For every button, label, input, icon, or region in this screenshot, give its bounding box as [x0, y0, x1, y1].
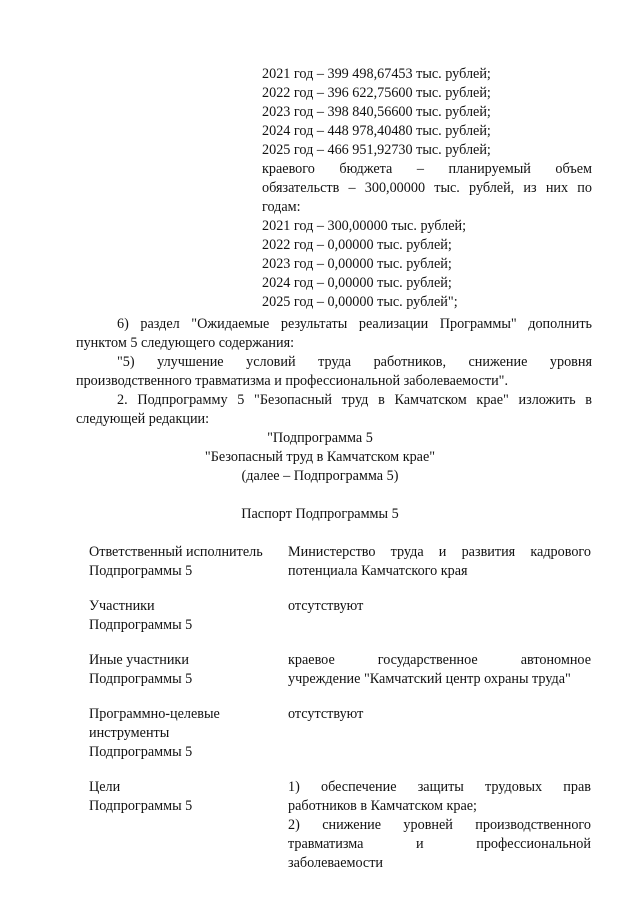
- tools-label-line-1: Программно-целевые: [89, 706, 220, 722]
- regional-year-2022: 2022 год – 0,00000 тыс. рублей;: [262, 237, 452, 253]
- goal2-line-1: 2) снижение уровней производственного: [288, 817, 591, 833]
- regional-budget-line-1: краевого бюджета – планируемый объем: [262, 161, 592, 177]
- funding-year-2024: 2024 год – 448 978,40480 тыс. рублей;: [262, 123, 491, 139]
- goal1-line-2: работников в Камчатском крае;: [288, 798, 477, 814]
- regional-year-2023: 2023 год – 0,00000 тыс. рублей;: [262, 256, 452, 272]
- funding-year-2022: 2022 год – 396 622,75600 тыс. рублей;: [262, 85, 491, 101]
- goal2-line-3: заболеваемости: [288, 855, 384, 871]
- funding-year-2025: 2025 год – 466 951,92730 тыс. рублей;: [262, 142, 491, 158]
- executor-label-line-1: Ответственный исполнитель: [89, 544, 263, 560]
- executor-label-line-2: Подпрограммы 5: [89, 563, 193, 579]
- goals-label-line-2: Подпрограммы 5: [89, 798, 193, 814]
- passport-title: Паспорт Подпрограммы 5: [241, 506, 399, 522]
- regional-budget-line-3: годам:: [262, 199, 301, 215]
- subprogram-heading-line-1: "Подпрограмма 5: [267, 430, 373, 446]
- tools-label-line-3: Подпрограммы 5: [89, 744, 193, 760]
- other-value-line-1: краевое государственное автономное: [288, 652, 591, 668]
- tools-value: отсутствуют: [288, 706, 364, 722]
- item6-line-4: производственного травматизма и профессиональной заболеваемости".: [76, 373, 509, 389]
- regional-year-2024: 2024 год – 0,00000 тыс. рублей;: [262, 275, 452, 291]
- regional-year-2025: 2025 год – 0,00000 тыс. рублей";: [262, 294, 458, 310]
- item6-line-1: 6) раздел "Ожидаемые результаты реализации Программы" дополнить: [117, 316, 592, 332]
- item2-line-2: следующей редакции:: [76, 411, 210, 427]
- goal1-line-1: 1) обеспечение защиты трудовых прав: [288, 779, 591, 795]
- item6-line-2: пунктом 5 следующего содержания:: [76, 335, 295, 351]
- item2-line-1: 2. Подпрограмму 5 "Безопасный труд в Камчатском крае" изложить в: [117, 392, 592, 408]
- other-label-line-2: Подпрограммы 5: [89, 671, 193, 687]
- participants-label-line-1: Участники: [89, 598, 155, 614]
- goals-label-line-1: Цели: [89, 779, 121, 795]
- subprogram-heading-line-2: "Безопасный труд в Камчатском крае": [204, 449, 436, 465]
- participants-label-line-2: Подпрограммы 5: [89, 617, 193, 633]
- other-label-line-1: Иные участники: [89, 652, 189, 668]
- goal2-line-2: травматизма и профессиональной: [288, 836, 591, 852]
- tools-label-line-2: инструменты: [89, 725, 170, 741]
- funding-year-2023: 2023 год – 398 840,56600 тыс. рублей;: [262, 104, 491, 120]
- subprogram-heading-line-3: (далее – Подпрограмма 5): [241, 468, 399, 484]
- other-value-line-2: учреждение "Камчатский центр охраны труда": [288, 671, 571, 687]
- regional-year-2021: 2021 год – 300,00000 тыс. рублей;: [262, 218, 467, 234]
- executor-value-line-2: потенциала Камчатского края: [288, 563, 468, 579]
- funding-year-2021: 2021 год – 399 498,67453 тыс. рублей;: [262, 66, 491, 82]
- regional-budget-line-2: обязательств – 300,00000 тыс. рублей, из них по: [262, 180, 592, 196]
- item6-line-3: "5) улучшение условий труда работников, снижение уровня: [117, 354, 592, 370]
- executor-value-line-1: Министерство труда и развития кадрового: [288, 544, 591, 560]
- participants-value: отсутствуют: [288, 598, 364, 614]
